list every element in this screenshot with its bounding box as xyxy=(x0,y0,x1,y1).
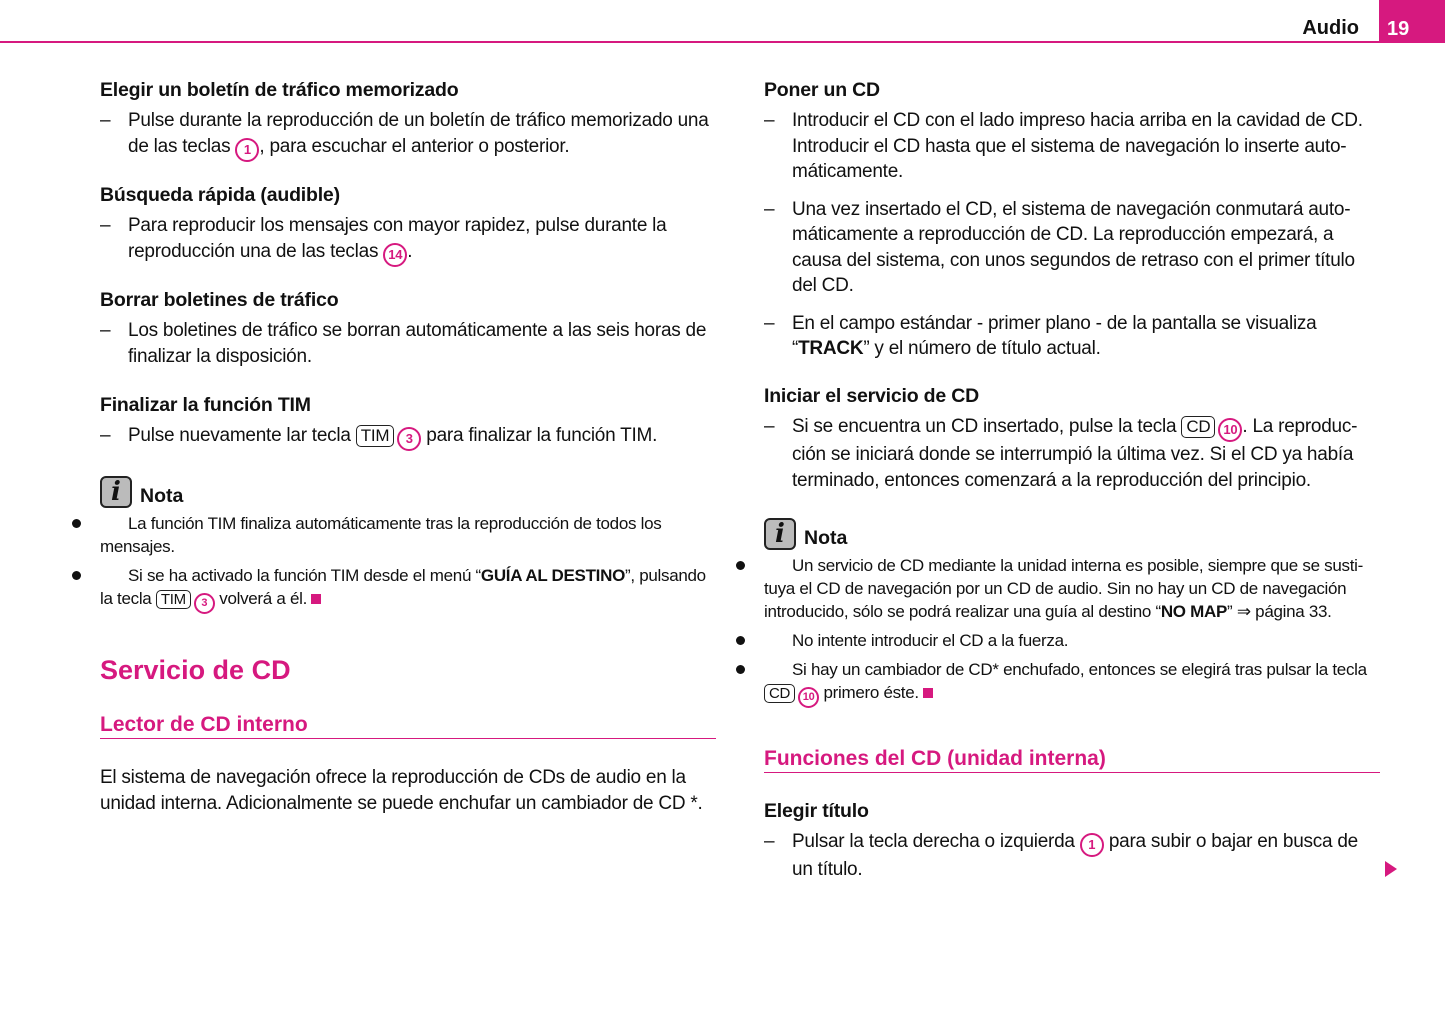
list-item xyxy=(100,423,716,451)
heading: Elegir título xyxy=(764,800,869,822)
list-item xyxy=(764,414,1380,493)
heading: Finalizar la función TIM xyxy=(100,394,311,416)
list-item: – Los boletines de tráfico se borran automáticamente a las seis horas de finalizar la disposición. xyxy=(100,318,716,369)
control-number-badge: 3 xyxy=(194,593,215,614)
list-item xyxy=(100,213,716,267)
list-item: – Introducir el CD con el lado impreso hacia arriba en la cavidad de CD. Introducir el CD hasta que el sistema de navegación lo inserte automáticamente. xyxy=(764,108,1380,185)
heading: Poner un CD xyxy=(764,79,880,101)
subsection-heading: Funciones del CD (unidad interna) xyxy=(764,747,1380,773)
text: Pulse nuevamente lar tecla xyxy=(128,425,356,446)
chapter-heading: Servicio de CD xyxy=(100,655,291,685)
heading: Elegir un boletín de tráfico memorizado xyxy=(100,79,459,101)
display-text: TRACK xyxy=(798,338,864,359)
menu-name: GUÍA AL DESTINO xyxy=(480,566,625,585)
text: En el campo estándar - primer plano - de la pantalla se visualiza “ xyxy=(792,312,1317,359)
text: . La reproducción se iniciará donde se interrumpió la última vez. Si el CD ya había terminado, entonces comenzará a la reproducción del principio. xyxy=(792,416,1358,491)
note-title: Nota xyxy=(140,485,184,507)
control-number-badge: 10 xyxy=(1218,418,1242,442)
heading: Búsqueda rápida (audible) xyxy=(100,184,340,206)
display-text: NO MAP xyxy=(1160,602,1228,621)
info-icon: i xyxy=(764,518,796,550)
text: ” ⇒ página 33. xyxy=(1227,602,1332,621)
subsection-cd-functions xyxy=(764,747,1380,773)
control-number-badge: 3 xyxy=(397,427,421,451)
text: Un servicio de CD mediante la unidad interna es posible, siempre que se sustituya el CD de navegación por un CD de audio. Sin no hay un CD de navegación introducido, sólo se podrá realizar una guía al destino “ xyxy=(764,556,1364,621)
subsection-heading: Lector de CD interno xyxy=(100,713,716,739)
section-choose-title xyxy=(764,800,1380,883)
control-number-badge: 1 xyxy=(1080,833,1104,857)
text: Para reproducir los mensajes con mayor rapidez, pulse durante la reproducción una de las teclas xyxy=(128,215,667,262)
control-number-badge: 14 xyxy=(383,243,407,267)
bullet-icon xyxy=(72,571,81,580)
text: ” y el número de título actual. xyxy=(863,338,1101,359)
bullet-item xyxy=(100,512,716,558)
section-insert-cd xyxy=(764,79,1380,362)
note-box-left xyxy=(100,476,716,614)
bullet-icon xyxy=(736,665,745,674)
key-label: CD xyxy=(764,684,795,703)
continue-arrow-icon xyxy=(1385,861,1397,877)
section-end-tim xyxy=(100,394,716,451)
text: ”, pulsando la tecla xyxy=(100,566,706,608)
bullet-icon xyxy=(736,561,745,570)
key-label: CD xyxy=(1181,416,1215,438)
text: Si hay un cambiador de CD* enchufado, entonces se elegirá tras pulsar la tecla xyxy=(792,660,1367,679)
key-label: TIM xyxy=(356,425,395,447)
end-marker-icon xyxy=(311,594,321,604)
subsection-internal-cd xyxy=(100,713,716,739)
text: No intente introducir el CD a la fuerza. xyxy=(792,631,1069,650)
header-rule xyxy=(0,41,1445,43)
list-item: – Una vez insertado el CD, el sistema de navegación conmutará automáticamente a reproducción de CD. La reproducción empezará, a causa del sistema, con unos segundos de retraso con el primer título del CD. xyxy=(764,197,1380,299)
text: Pulse durante la reproducción de un boletín de tráfico memorizado una de las teclas xyxy=(128,110,709,157)
bullet-item xyxy=(764,554,1380,623)
chapter-title xyxy=(100,655,716,686)
text: , para escuchar el anterior o posterior. xyxy=(259,135,570,157)
bullet-item xyxy=(764,658,1380,708)
section-start-cd xyxy=(764,385,1380,493)
text: Pulsar la tecla derecha o izquierda xyxy=(792,831,1080,852)
section-title: Audio xyxy=(1302,17,1359,39)
bullet-icon xyxy=(736,636,745,645)
text: primero éste. xyxy=(819,683,919,702)
text: La función TIM finaliza automáticamente tras la reproducción de todos los mensajes. xyxy=(100,514,662,556)
list-item xyxy=(764,311,1380,362)
end-marker-icon xyxy=(923,688,933,698)
heading: Borrar boletines de tráfico xyxy=(100,289,339,311)
control-number-badge: 1 xyxy=(235,138,259,162)
key-label: TIM xyxy=(156,590,191,609)
section-fast-search xyxy=(100,184,716,267)
control-number-badge: 10 xyxy=(798,687,819,708)
list-item xyxy=(100,108,716,162)
text: . xyxy=(407,240,413,262)
text: Si se ha activado la función TIM desde el menú “ xyxy=(128,566,481,585)
note-title: Nota xyxy=(804,527,848,549)
section-delete-bulletins xyxy=(100,289,716,369)
page-number: 19 xyxy=(1379,0,1445,43)
text: Si se encuentra un CD insertado, pulse la tecla xyxy=(792,416,1182,437)
bullet-item xyxy=(764,629,1380,652)
info-icon: i xyxy=(100,476,132,508)
intro-paragraph xyxy=(100,765,716,816)
bullet-icon xyxy=(72,519,81,528)
text: para subir o bajar en busca de un título. xyxy=(792,831,1358,880)
paragraph: El sistema de navegación ofrece la reproducción de CDs de audio en la unidad interna. Adicionalmente se puede enchufar un cambiador de CD *. xyxy=(100,767,703,814)
text: volverá a él. xyxy=(214,589,308,608)
section-stored-bulletin xyxy=(100,79,716,162)
text: para finalizar la función TIM. xyxy=(421,425,658,446)
bullet-item xyxy=(100,564,716,614)
note-box-right xyxy=(764,518,1380,708)
heading: Iniciar el servicio de CD xyxy=(764,385,980,407)
list-item xyxy=(764,829,1380,883)
